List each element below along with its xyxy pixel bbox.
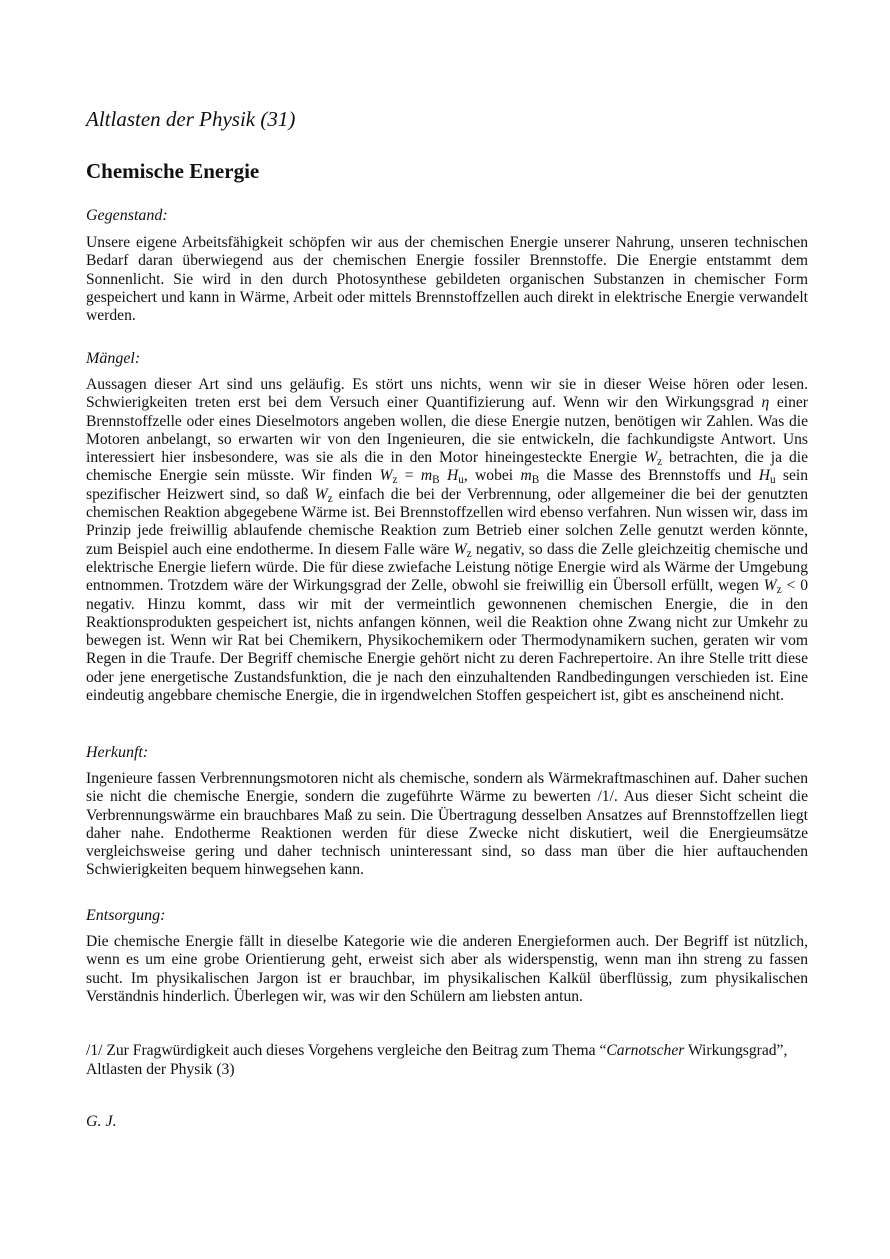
math-eta: η: [761, 394, 770, 412]
paragraph-entsorgung: Die chemische Energie fällt in dieselbe Kategorie wie die anderen Energieformen auch. Der Begriff ist nützlich, wenn es um eine grobe Orientierung geht, erweist sich aber als widerspenstig, wenn man ihn streng zu fassen sucht. Im physikalischen Jargon ist er brauchbar, im physikalischen Kalkül überflüssig, zum physikalischen Verständnis hinderlich. Überlegen wir, was wir den Schülern am liebsten antun.: [86, 933, 808, 1005]
article-title: Chemische Energie: [86, 159, 260, 183]
series-title: Altlasten der Physik (31): [86, 107, 296, 131]
paragraph-maengel: Aussagen dieser Art sind uns geläufig. Es stört uns nichts, wenn wir sie in dieser Weise hören oder lesen. Schwierigkeiten treten erst bei dem Versuch einer Quantifizierung auf. Wenn wir den Wirkungsgrad η einer Brennstoffzelle oder eines Dieselmotors angeben wollen, die diese Energie nutzen, benötigen wir Zahlen. Was die Motoren anbelangt, so erwarten wir von den Ingenieuren, die sie entwickeln, die fachkundigste Antwort. Uns interessiert hier insbesondere, was sie als die in den Motor hineingesteckte Energie $W_z$ betrachten, die ja die chemische Energie sein müsste. Wir finden $W_z = m_B$ $H_u$, wobei $m_B$ die Masse des Brennstoffs und $H_u$ sein spezifischer Heizwert sind, so daß $W_z$ einfach die bei der Verbrennung, oder allgemeiner die bei der genutzten chemischen Reaktion abgegebene Wärme ist. Bei Brennstoffzellen wird ebenso verfahren. Nun wissen wir, dass im Prinzip jede freiwillig ablaufende chemische Reaktion zum Betrieb einer solchen Zelle genutzt werden könnte, zum Beispiel auch eine endotherme. In diesem Falle wäre $W_z$ negativ, so dass die Zelle gleichzeitig chemische und elektrische Energie liefern würde. Die für diese zwiefache Leistung nötige Energie wird als Wärme der Umgebung entnommen. Trotzdem wäre der Wirkungsgrad der Zelle, obwohl sie freiwillig ein Übersoll erfüllt, wegen $W_z < 0$ negativ. Hinzu kommt, dass wir mit der vermeintlich gewonnenen chemischen Energie, die in den Reaktionsprodukten gespeichert ist, nichts anfangen können, weil die Reaktion ohne Zwang nicht zur Umkehr zu bewegen ist. Wenn wir Rat bei Chemikern, Physikochemikern oder Thermodynamikern suchen, geraten wir vom Regen in die Traufe. Der Begriff chemische Energie gehört nicht zu deren Fachrepertoire. An ihre Stelle tritt diese oder jene energetische Zustandsfunktion, die je nach den einzuhaltenden Randbedingungen verschieden ist. Eine eindeutig angebbare chemische Energie, die in irgendwelchen Stoffen gespeichert ist, gibt es anscheinend nicht.: [86, 376, 809, 705]
signature: G. J.: [86, 1113, 117, 1130]
paragraph-herkunft: Ingenieure fassen Verbrennungsmotoren nicht als chemische, sondern als Wärmekraftmaschinen auf. Daher suchen sie nicht die chemische Energie, sondern die zugeführte Wärme zu bewerten /1/. Aus dieser Sicht scheint die Verbrennungswärme ein brauchbares Maß zu sein. Die Übertragung desselben Ansatzes auf Brennstoffzellen liegt daher nahe. Endotherme Reaktionen werden für diese Zwecke nicht diskutiert, weil die Energieumsätze vergleichsweise gering und daher technisch uninteressant sind, so dass man über die hier auftauchenden Schwierigkeiten bequem hinwegsehen kann.: [86, 770, 808, 879]
section-label-gegenstand: Gegenstand:: [86, 207, 168, 224]
section-label-herkunft: Herkunft:: [86, 744, 149, 761]
paragraph-gegenstand: Unsere eigene Arbeitsfähigkeit schöpfen wir aus der chemischen Energie unserer Nahrung, unseren technischen Bedarf daran überwiegend aus der chemischen Energie fossiler Brennstoffe. Die Energie entstammt dem Sonnenlicht. Sie wird in den durch Photosynthese gebildeten organischen Substanzen in chemischer Form gespeichert und kann in Wärme, Arbeit oder mittels Brennstoffzellen auch direkt in elektrische Energie verwandelt werden.: [86, 234, 808, 325]
section-label-entsorgung: Entsorgung:: [86, 907, 166, 924]
footnote: /1/ Zur Fragwürdigkeit auch dieses Vorgehens vergleiche den Beitrag zum Thema “Carnotscher Wirkungsgrad”, Altlasten der Physik (3): [86, 1042, 788, 1078]
section-label-maengel: Mängel:: [86, 350, 141, 367]
